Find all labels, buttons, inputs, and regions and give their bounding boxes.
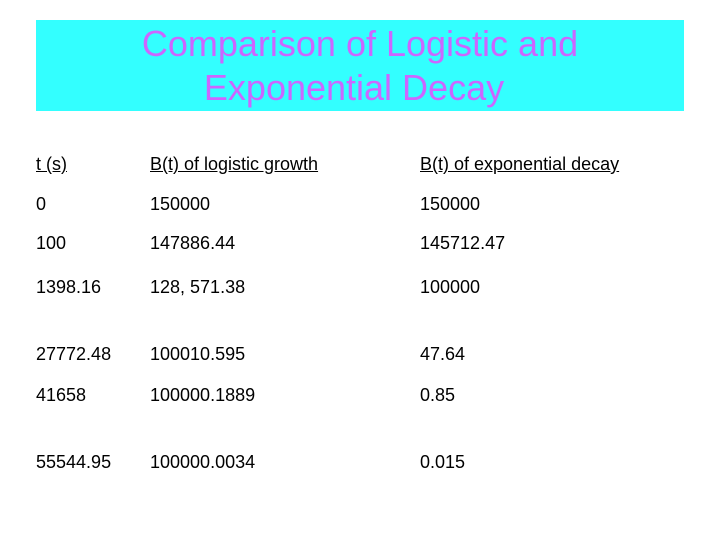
cell-logistic: 100000.1889	[150, 385, 256, 405]
cell-logistic: 128, 571.38	[150, 277, 246, 297]
header-time: t (s)	[36, 154, 67, 174]
title-line-2: Exponential Decay	[203, 67, 505, 108]
cell-logistic: 147886.44	[150, 233, 236, 253]
cell-time: 27772.48	[36, 344, 112, 364]
cell-exponential: 145712.47	[420, 233, 506, 253]
cell-time: 1398.16	[36, 277, 102, 297]
cell-exponential: 0.85	[420, 385, 456, 405]
cell-exponential: 150000	[420, 194, 481, 214]
cell-time: 100	[36, 233, 67, 253]
cell-time: 0	[36, 194, 47, 214]
cell-time: 41658	[36, 385, 87, 405]
cell-logistic: 100000.0034	[150, 452, 256, 472]
header-exponential: B(t) of exponential decay	[420, 154, 620, 174]
cell-time: 55544.95	[36, 452, 112, 472]
cell-exponential: 47.64	[420, 344, 466, 364]
title-banner	[36, 20, 684, 111]
cell-logistic: 100010.595	[150, 344, 246, 364]
cell-exponential: 100000	[420, 277, 481, 297]
cell-exponential: 0.015	[420, 452, 466, 472]
cell-logistic: 150000	[150, 194, 211, 214]
header-logistic: B(t) of logistic growth	[150, 154, 319, 174]
title-line-1: Comparison of Logistic and	[141, 23, 579, 64]
